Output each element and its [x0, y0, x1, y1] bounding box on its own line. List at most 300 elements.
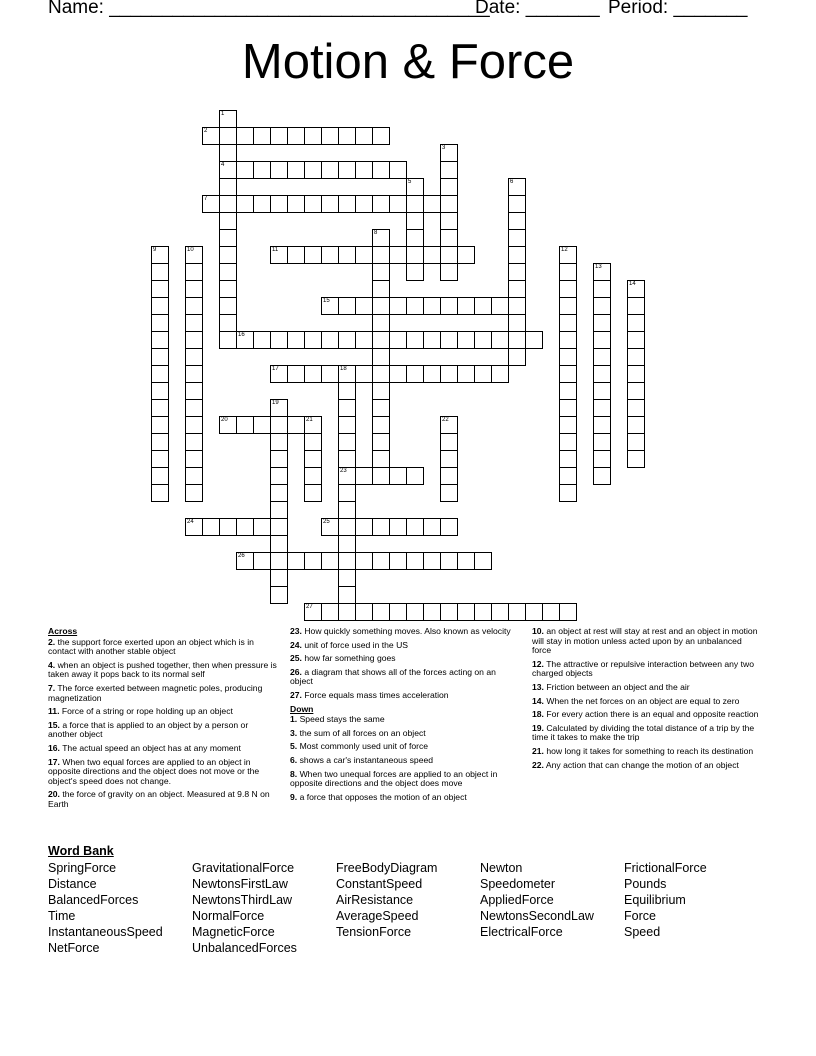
- crossword-cell[interactable]: [151, 382, 169, 400]
- crossword-cell[interactable]: [270, 518, 288, 536]
- crossword-cell[interactable]: [185, 484, 203, 502]
- crossword-cell[interactable]: [389, 331, 407, 349]
- crossword-cell[interactable]: [151, 416, 169, 434]
- crossword-cell[interactable]: [389, 246, 407, 264]
- crossword-cell[interactable]: [627, 399, 645, 417]
- crossword-cell[interactable]: [338, 501, 356, 519]
- crossword-cell[interactable]: [372, 127, 390, 145]
- crossword-cell[interactable]: [355, 297, 373, 315]
- crossword-cell[interactable]: [338, 535, 356, 553]
- crossword-cell[interactable]: [627, 433, 645, 451]
- crossword-cell[interactable]: [440, 297, 458, 315]
- crossword-cell[interactable]: [304, 467, 322, 485]
- crossword-cell[interactable]: [372, 263, 390, 281]
- crossword-cell[interactable]: [185, 314, 203, 332]
- crossword-cell[interactable]: [202, 127, 220, 145]
- crossword-cell[interactable]: [559, 416, 577, 434]
- crossword-cell[interactable]: [287, 331, 305, 349]
- crossword-cell[interactable]: [593, 314, 611, 332]
- crossword-cell[interactable]: [338, 552, 356, 570]
- crossword-cell[interactable]: [389, 365, 407, 383]
- crossword-cell[interactable]: [185, 450, 203, 468]
- crossword-cell[interactable]: [151, 467, 169, 485]
- crossword-cell[interactable]: [440, 467, 458, 485]
- crossword-cell[interactable]: [440, 195, 458, 213]
- crossword-cell[interactable]: [202, 518, 220, 536]
- crossword-cell[interactable]: [304, 161, 322, 179]
- crossword-cell[interactable]: [525, 331, 543, 349]
- crossword-cell[interactable]: [559, 280, 577, 298]
- crossword-cell[interactable]: [406, 229, 424, 247]
- crossword-cell[interactable]: [219, 263, 237, 281]
- period-field[interactable]: Period: _______: [608, 0, 748, 18]
- crossword-cell[interactable]: [406, 552, 424, 570]
- crossword-cell[interactable]: [338, 518, 356, 536]
- crossword-cell[interactable]: [627, 331, 645, 349]
- crossword-cell[interactable]: [270, 535, 288, 553]
- crossword-cell[interactable]: [593, 263, 611, 281]
- crossword-cell[interactable]: [304, 195, 322, 213]
- crossword-cell[interactable]: [474, 365, 492, 383]
- crossword-cell[interactable]: [508, 331, 526, 349]
- name-field[interactable]: Name: ____________________________________: [48, 0, 490, 18]
- crossword-cell[interactable]: [372, 603, 390, 621]
- crossword-cell[interactable]: [406, 212, 424, 230]
- word-bank-item: NetForce: [48, 941, 100, 955]
- crossword-cell[interactable]: [423, 246, 441, 264]
- crossword-cell[interactable]: [304, 433, 322, 451]
- word-bank-item: BalancedForces: [48, 893, 139, 907]
- crossword-cell[interactable]: [372, 518, 390, 536]
- crossword-cell[interactable]: [219, 110, 237, 128]
- crossword-cell[interactable]: [151, 297, 169, 315]
- crossword-cell[interactable]: [270, 365, 288, 383]
- crossword-cell[interactable]: [372, 280, 390, 298]
- crossword-cell[interactable]: [491, 297, 509, 315]
- crossword-cell[interactable]: [185, 416, 203, 434]
- clue-down-18: 18. For every action there is an equal and opposite reaction: [532, 709, 759, 720]
- crossword-cell[interactable]: [423, 297, 441, 315]
- crossword-cell[interactable]: [508, 178, 526, 196]
- crossword-cell[interactable]: [219, 416, 237, 434]
- crossword-cell[interactable]: [185, 331, 203, 349]
- crossword-cell[interactable]: [593, 416, 611, 434]
- crossword-cell[interactable]: [253, 552, 271, 570]
- crossword-cell[interactable]: [406, 365, 424, 383]
- crossword-cell[interactable]: [423, 365, 441, 383]
- crossword-cell[interactable]: [321, 127, 339, 145]
- crossword-cell[interactable]: [508, 280, 526, 298]
- crossword-cell[interactable]: [270, 416, 288, 434]
- crossword-cell[interactable]: [185, 280, 203, 298]
- crossword-cell[interactable]: [219, 246, 237, 264]
- crossword-cell[interactable]: [440, 144, 458, 162]
- crossword-cell[interactable]: [508, 212, 526, 230]
- crossword-cell[interactable]: [559, 450, 577, 468]
- crossword-cell[interactable]: [270, 433, 288, 451]
- crossword-cell[interactable]: [491, 603, 509, 621]
- crossword-cell[interactable]: [508, 263, 526, 281]
- crossword-cell[interactable]: [372, 297, 390, 315]
- crossword-cell[interactable]: [593, 348, 611, 366]
- crossword-cell[interactable]: [627, 314, 645, 332]
- crossword-cell[interactable]: [372, 433, 390, 451]
- crossword-cell[interactable]: [440, 518, 458, 536]
- crossword-cell[interactable]: [185, 433, 203, 451]
- crossword-cell[interactable]: [423, 603, 441, 621]
- word-bank-col-5: [624, 860, 707, 940]
- crossword-cell[interactable]: [593, 382, 611, 400]
- crossword-cell[interactable]: [338, 569, 356, 587]
- crossword-cell[interactable]: [185, 263, 203, 281]
- crossword-cell[interactable]: [440, 552, 458, 570]
- crossword-cell[interactable]: [338, 433, 356, 451]
- crossword-cell[interactable]: [219, 144, 237, 162]
- crossword-cell[interactable]: [219, 127, 237, 145]
- crossword-cell[interactable]: [474, 552, 492, 570]
- crossword-cell[interactable]: [440, 263, 458, 281]
- crossword-cell[interactable]: [270, 399, 288, 417]
- crossword-cell[interactable]: [389, 518, 407, 536]
- crossword-cell[interactable]: [508, 246, 526, 264]
- crossword-cell[interactable]: [559, 382, 577, 400]
- crossword-cell[interactable]: [236, 161, 254, 179]
- crossword-cell[interactable]: [270, 127, 288, 145]
- crossword-cell[interactable]: [321, 552, 339, 570]
- crossword-cell[interactable]: [219, 518, 237, 536]
- crossword-cell[interactable]: [338, 416, 356, 434]
- crossword-cell[interactable]: [627, 382, 645, 400]
- crossword-cell[interactable]: [253, 416, 271, 434]
- crossword-cell[interactable]: [219, 297, 237, 315]
- crossword-cell[interactable]: [270, 450, 288, 468]
- crossword-cell[interactable]: [185, 518, 203, 536]
- crossword-cell[interactable]: [151, 365, 169, 383]
- crossword-cell[interactable]: [457, 246, 475, 264]
- crossword-cell[interactable]: [185, 297, 203, 315]
- crossword-cell[interactable]: [151, 280, 169, 298]
- crossword-cell[interactable]: [253, 127, 271, 145]
- crossword-cell[interactable]: [627, 348, 645, 366]
- crossword-cell[interactable]: [253, 161, 271, 179]
- crossword-cell[interactable]: [440, 603, 458, 621]
- crossword-cell[interactable]: [151, 433, 169, 451]
- crossword-cell[interactable]: [474, 603, 492, 621]
- crossword-cell[interactable]: [389, 297, 407, 315]
- crossword-cell[interactable]: [185, 467, 203, 485]
- crossword-cell[interactable]: [389, 195, 407, 213]
- crossword-cell[interactable]: [202, 195, 220, 213]
- crossword-cell[interactable]: [389, 552, 407, 570]
- crossword-cell[interactable]: [253, 195, 271, 213]
- crossword-cell[interactable]: [287, 161, 305, 179]
- crossword-cell[interactable]: [304, 127, 322, 145]
- crossword-cell[interactable]: [423, 552, 441, 570]
- word-bank-item: FrictionalForce: [624, 861, 707, 875]
- crossword-cell[interactable]: [559, 365, 577, 383]
- crossword-cell[interactable]: [151, 348, 169, 366]
- crossword-cell[interactable]: [355, 246, 373, 264]
- crossword-cell[interactable]: [559, 297, 577, 315]
- crossword-cell[interactable]: [542, 603, 560, 621]
- crossword-cell[interactable]: [508, 348, 526, 366]
- crossword-cell[interactable]: [457, 297, 475, 315]
- crossword-cell[interactable]: [287, 552, 305, 570]
- crossword-cell[interactable]: [440, 433, 458, 451]
- crossword-cell[interactable]: [287, 127, 305, 145]
- crossword-cell[interactable]: [338, 331, 356, 349]
- crossword-cell[interactable]: [321, 518, 339, 536]
- crossword-cell[interactable]: [593, 467, 611, 485]
- crossword-cell[interactable]: [185, 365, 203, 383]
- crossword-cell[interactable]: [338, 195, 356, 213]
- crossword-cell[interactable]: [627, 280, 645, 298]
- crossword-cell[interactable]: [355, 127, 373, 145]
- crossword-cell[interactable]: [304, 552, 322, 570]
- crossword-cell[interactable]: [304, 246, 322, 264]
- crossword-cell[interactable]: [355, 331, 373, 349]
- crossword-cell[interactable]: [236, 552, 254, 570]
- crossword-cell[interactable]: [372, 552, 390, 570]
- crossword-cell[interactable]: [151, 399, 169, 417]
- crossword-cell[interactable]: [627, 365, 645, 383]
- crossword-cell[interactable]: [270, 331, 288, 349]
- crossword-cell[interactable]: [491, 365, 509, 383]
- crossword-cell[interactable]: [627, 416, 645, 434]
- crossword-cell[interactable]: [440, 416, 458, 434]
- crossword-cell[interactable]: [474, 331, 492, 349]
- crossword-cell[interactable]: [355, 552, 373, 570]
- crossword-cell[interactable]: [372, 195, 390, 213]
- crossword-cell[interactable]: [389, 161, 407, 179]
- crossword-cell[interactable]: [338, 382, 356, 400]
- crossword-cell[interactable]: [355, 161, 373, 179]
- crossword-cell[interactable]: [440, 178, 458, 196]
- crossword-cell[interactable]: [406, 246, 424, 264]
- crossword-cell[interactable]: [219, 161, 237, 179]
- crossword-cell[interactable]: [372, 229, 390, 247]
- crossword-cell[interactable]: [593, 433, 611, 451]
- crossword-cell[interactable]: [559, 433, 577, 451]
- crossword-cell[interactable]: [559, 331, 577, 349]
- crossword-cell[interactable]: [355, 365, 373, 383]
- crossword-cell[interactable]: [151, 331, 169, 349]
- crossword-cell[interactable]: [406, 195, 424, 213]
- crossword-cell[interactable]: [270, 484, 288, 502]
- word-bank-item: Force: [624, 909, 656, 923]
- crossword-cell[interactable]: [474, 297, 492, 315]
- crossword-cell[interactable]: [440, 331, 458, 349]
- crossword-cell[interactable]: [270, 501, 288, 519]
- crossword-cell[interactable]: [372, 450, 390, 468]
- crossword-cell[interactable]: [491, 331, 509, 349]
- crossword-cell[interactable]: [338, 127, 356, 145]
- crossword-cell[interactable]: [627, 297, 645, 315]
- clue-down-1: 1. Speed stays the same: [290, 714, 385, 725]
- crossword-cell[interactable]: [406, 263, 424, 281]
- crossword-cell[interactable]: [338, 399, 356, 417]
- crossword-cell[interactable]: [321, 246, 339, 264]
- crossword-cell[interactable]: [151, 263, 169, 281]
- crossword-cell[interactable]: [457, 552, 475, 570]
- crossword-cell[interactable]: [236, 127, 254, 145]
- crossword-cell[interactable]: [304, 450, 322, 468]
- crossword-cell[interactable]: [440, 365, 458, 383]
- crossword-cell[interactable]: [440, 229, 458, 247]
- crossword-cell[interactable]: [593, 450, 611, 468]
- crossword-cell[interactable]: [423, 331, 441, 349]
- crossword-cell[interactable]: [372, 314, 390, 332]
- crossword-cell[interactable]: [151, 246, 169, 264]
- clue-across-26: 26. a diagram that shows all of the forces acting on an object: [290, 666, 496, 687]
- crossword-cell[interactable]: [270, 161, 288, 179]
- crossword-cell[interactable]: [423, 518, 441, 536]
- crossword-cell[interactable]: [270, 195, 288, 213]
- crossword-cell[interactable]: [440, 484, 458, 502]
- crossword-cell[interactable]: [236, 331, 254, 349]
- crossword-cell[interactable]: [389, 467, 407, 485]
- crossword-cell[interactable]: [219, 331, 237, 349]
- crossword-cell[interactable]: [406, 331, 424, 349]
- crossword-cell[interactable]: [423, 195, 441, 213]
- crossword-cell[interactable]: [270, 552, 288, 570]
- crossword-cell[interactable]: [338, 297, 356, 315]
- crossword-cell[interactable]: [593, 331, 611, 349]
- crossword-cell[interactable]: [372, 382, 390, 400]
- crossword-cell[interactable]: [593, 365, 611, 383]
- crossword-cell[interactable]: [440, 161, 458, 179]
- crossword-cell[interactable]: [219, 195, 237, 213]
- crossword-cell[interactable]: [338, 450, 356, 468]
- crossword-cell[interactable]: [304, 331, 322, 349]
- crossword-cell[interactable]: [508, 195, 526, 213]
- crossword-cell[interactable]: [338, 586, 356, 604]
- crossword-cell[interactable]: [559, 263, 577, 281]
- crossword-cell[interactable]: [508, 603, 526, 621]
- crossword-cell[interactable]: [372, 348, 390, 366]
- crossword-cell[interactable]: [236, 416, 254, 434]
- crossword-cell[interactable]: [270, 569, 288, 587]
- crossword-cell[interactable]: [321, 161, 339, 179]
- crossword-cell[interactable]: [185, 382, 203, 400]
- crossword-cell[interactable]: [253, 518, 271, 536]
- crossword-cell[interactable]: [406, 467, 424, 485]
- crossword-cell[interactable]: [151, 314, 169, 332]
- crossword-cell[interactable]: [219, 178, 237, 196]
- crossword-cell[interactable]: [185, 246, 203, 264]
- crossword-cell[interactable]: [440, 450, 458, 468]
- crossword-cell[interactable]: [270, 467, 288, 485]
- crossword-cell[interactable]: [321, 603, 339, 621]
- crossword-cell[interactable]: [287, 246, 305, 264]
- crossword-cell[interactable]: [185, 399, 203, 417]
- crossword-cell[interactable]: [525, 603, 543, 621]
- crossword-cell[interactable]: [559, 603, 577, 621]
- crossword-cell[interactable]: [457, 603, 475, 621]
- crossword-cell[interactable]: [372, 416, 390, 434]
- crossword-cell[interactable]: [338, 365, 356, 383]
- clue-down-3: 3. the sum of all forces on an object: [290, 727, 426, 738]
- crossword-cell[interactable]: [355, 603, 373, 621]
- crossword-cell[interactable]: [372, 161, 390, 179]
- crossword-cell[interactable]: [457, 365, 475, 383]
- word-bank-col-4: [480, 860, 594, 940]
- crossword-cell[interactable]: [338, 246, 356, 264]
- crossword-cell[interactable]: [185, 348, 203, 366]
- crossword-cell[interactable]: [559, 246, 577, 264]
- crossword-cell[interactable]: [593, 399, 611, 417]
- crossword-cell[interactable]: [593, 280, 611, 298]
- date-field[interactable]: Date: _______: [475, 0, 600, 18]
- crossword-cell[interactable]: [321, 195, 339, 213]
- crossword-cell[interactable]: [253, 331, 271, 349]
- clue-across-11: 11. Force of a string or rope holding up an object: [48, 706, 233, 717]
- crossword-cell[interactable]: [287, 365, 305, 383]
- crossword-cell[interactable]: [559, 467, 577, 485]
- crossword-cell[interactable]: [372, 331, 390, 349]
- crossword-cell[interactable]: [559, 314, 577, 332]
- crossword-cell[interactable]: [270, 586, 288, 604]
- crossword-cell[interactable]: [372, 246, 390, 264]
- crossword-cell[interactable]: [559, 484, 577, 502]
- crossword-cell[interactable]: [355, 467, 373, 485]
- crossword-cell[interactable]: [321, 297, 339, 315]
- crossword-cell[interactable]: [287, 195, 305, 213]
- crossword-cell[interactable]: [270, 246, 288, 264]
- crossword-cell[interactable]: [406, 518, 424, 536]
- crossword-cell[interactable]: [508, 314, 526, 332]
- crossword-cell[interactable]: [508, 229, 526, 247]
- crossword-cell[interactable]: [355, 195, 373, 213]
- crossword-cell[interactable]: [321, 365, 339, 383]
- crossword-cell[interactable]: [219, 212, 237, 230]
- crossword-cell[interactable]: [372, 467, 390, 485]
- crossword-cell[interactable]: [406, 603, 424, 621]
- crossword-cell[interactable]: [338, 603, 356, 621]
- crossword-cell[interactable]: [406, 297, 424, 315]
- crossword-cell[interactable]: [151, 484, 169, 502]
- crossword-cell[interactable]: [236, 195, 254, 213]
- crossword-cell[interactable]: [406, 178, 424, 196]
- crossword-cell[interactable]: [236, 518, 254, 536]
- crossword-cell[interactable]: [338, 484, 356, 502]
- crossword-cell[interactable]: [440, 212, 458, 230]
- crossword-cell[interactable]: [593, 297, 611, 315]
- crossword-cell[interactable]: [338, 467, 356, 485]
- crossword-cell[interactable]: [559, 399, 577, 417]
- crossword-cell[interactable]: [355, 518, 373, 536]
- crossword-cell[interactable]: [440, 246, 458, 264]
- crossword-cell[interactable]: [627, 450, 645, 468]
- crossword-cell[interactable]: [304, 484, 322, 502]
- crossword-cell[interactable]: [219, 229, 237, 247]
- crossword-cell[interactable]: [304, 416, 322, 434]
- crossword-cell[interactable]: [287, 416, 305, 434]
- crossword-cell[interactable]: [457, 331, 475, 349]
- crossword-cell[interactable]: [372, 365, 390, 383]
- crossword-cell[interactable]: [321, 331, 339, 349]
- crossword-cell[interactable]: [219, 280, 237, 298]
- crossword-cell[interactable]: [508, 297, 526, 315]
- crossword-cell[interactable]: [389, 603, 407, 621]
- crossword-cell[interactable]: [372, 399, 390, 417]
- crossword-cell[interactable]: [304, 603, 322, 621]
- crossword-cell[interactable]: [219, 314, 237, 332]
- crossword-cell[interactable]: [338, 161, 356, 179]
- crossword-cell[interactable]: [304, 365, 322, 383]
- crossword-cell[interactable]: [151, 450, 169, 468]
- crossword-cell[interactable]: [559, 348, 577, 366]
